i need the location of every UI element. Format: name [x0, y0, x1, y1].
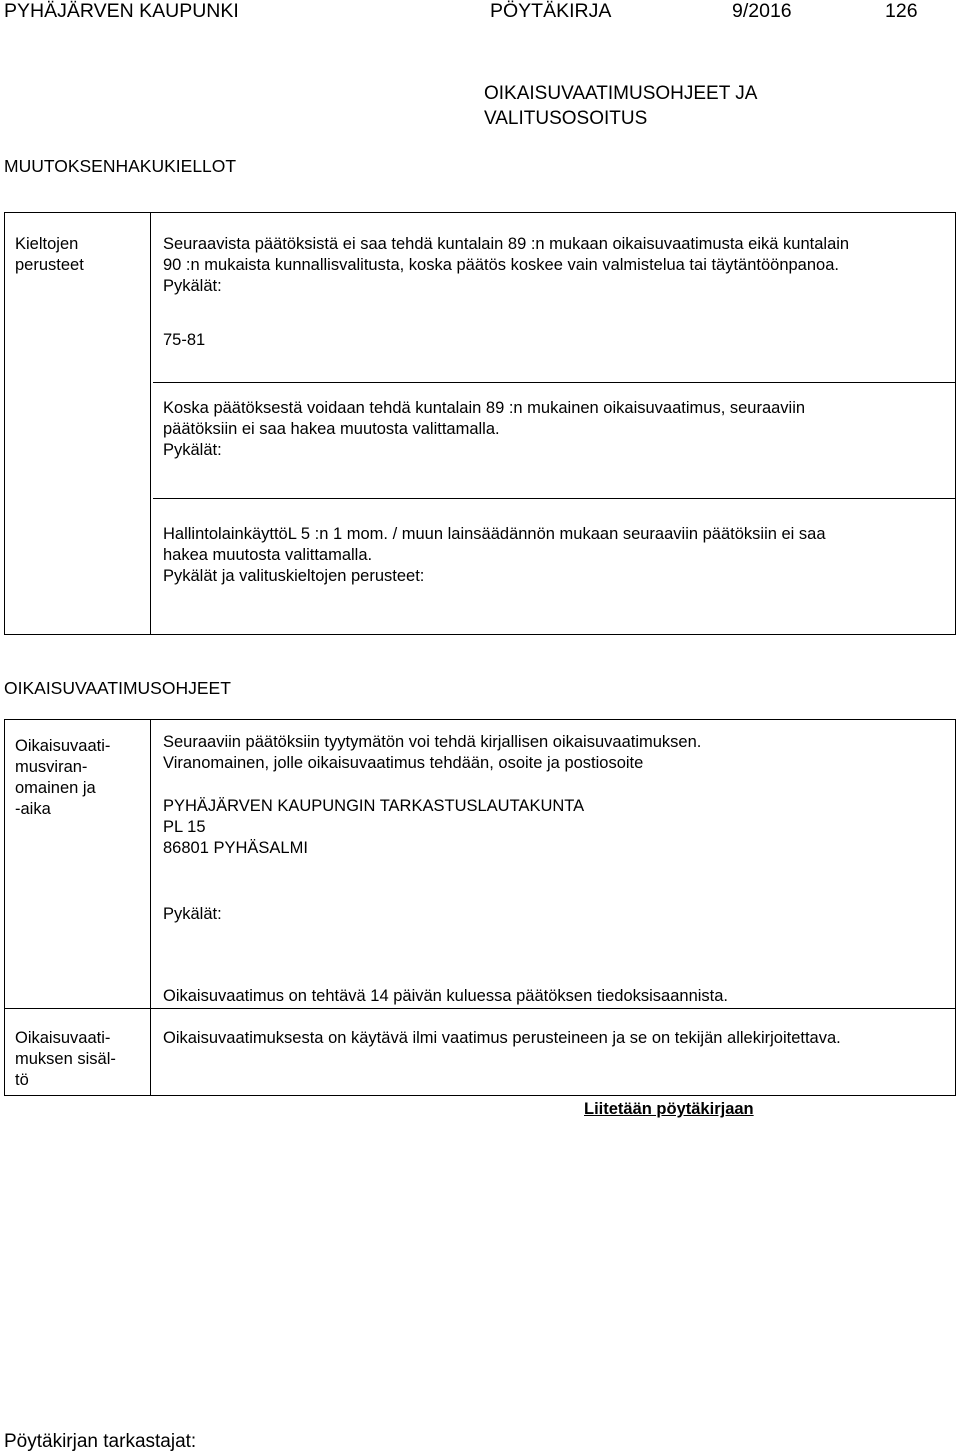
- label-line: muksen sisäl-: [15, 1050, 116, 1068]
- text-line: 90 :n mukaista kunnallisvalitusta, koska päätös koskee vain valmistelua tai täytäntöönpanoa.: [163, 256, 839, 274]
- address-line: PL 15: [163, 818, 206, 836]
- authority-address: [163, 796, 584, 859]
- deadline-text: Oikaisuvaatimus on tehtävä 14 päivän kuluessa päätöksen tiedoksisaannista.: [163, 987, 729, 1005]
- label-line: tö: [15, 1071, 29, 1089]
- administrative-law-text: [163, 524, 826, 587]
- content-requirements-text: Oikaisuvaatimuksesta on käytävä ilmi vaatimus perusteineen ja se on tekijän allekirjoitettava.: [163, 1029, 841, 1047]
- sections-value: 75-81: [163, 331, 206, 349]
- label-line: Oikaisuvaati-: [15, 737, 111, 755]
- sections-label: Pykälät:: [163, 905, 222, 923]
- section-heading-appeal-prohibitions: MUUTOKSENHAKUKIELLOT: [4, 156, 237, 176]
- content-label: [15, 1028, 116, 1091]
- minutes-reviewers-label: Pöytäkirjan tarkastajat:: [4, 1431, 197, 1452]
- text-line: Seuraaviin päätöksiin tyytymätön voi tehdä kirjallisen oikaisuvaatimuksen.: [163, 733, 702, 751]
- preparatory-decisions-text: [163, 234, 849, 297]
- row-divider: [153, 382, 955, 383]
- label-line: musviran-: [15, 758, 88, 776]
- document-type: PÖYTÄKIRJA: [490, 0, 612, 22]
- page-title-line-2: VALITUSOSOITUS: [484, 108, 648, 129]
- label-line: Oikaisuvaati-: [15, 1029, 111, 1047]
- attachment-note: Liitetään pöytäkirjaan: [584, 1100, 754, 1118]
- label-line: -aika: [15, 800, 51, 818]
- row-divider: [153, 498, 955, 499]
- sections-label: Pykälät:: [163, 441, 222, 459]
- label-line: omainen ja: [15, 779, 96, 797]
- rectification-decisions-text: [163, 398, 805, 461]
- authority-and-time-label: [15, 736, 110, 820]
- appeal-prohibitions-box: [4, 212, 956, 635]
- text-line: Seuraavista päätöksistä ei saa tehdä kuntalain 89 :n mukaan oikaisuvaatimusta eikä kuntalain: [163, 235, 850, 253]
- meeting-number: 9/2016: [732, 0, 792, 22]
- column-divider: [150, 720, 151, 1095]
- page-title-line-1: OIKAISUVAATIMUSOHJEET JA: [484, 83, 758, 104]
- row-divider: [5, 1008, 955, 1009]
- section-heading-rectification-instructions: OIKAISUVAATIMUSOHJEET: [4, 678, 231, 698]
- text-line: päätöksiin ei saa hakea muutosta valittamalla.: [163, 420, 500, 438]
- city-name: PYHÄJÄRVEN KAUPUNKI: [4, 0, 239, 22]
- column-divider: [150, 213, 151, 634]
- text-line: Viranomainen, jolle oikaisuvaatimus tehdään, osoite ja postiosoite: [163, 754, 644, 772]
- rectification-instructions-box: [4, 719, 956, 1096]
- label-line: Kieltojen: [15, 235, 79, 253]
- page-number: 126: [885, 0, 918, 22]
- rectification-intro-text: [163, 732, 701, 774]
- address-line: PYHÄJÄRVEN KAUPUNGIN TARKASTUSLAUTAKUNTA: [163, 797, 585, 815]
- text-line: HallintolainkäyttöL 5 :n 1 mom. / muun lainsäädännön mukaan seuraaviin päätöksiin ei saa: [163, 525, 826, 543]
- grounds-label: [15, 234, 84, 276]
- label-line: perusteet: [15, 256, 84, 274]
- text-line: Koska päätöksestä voidaan tehdä kuntalain 89 :n mukainen oikaisuvaatimus, seuraaviin: [163, 399, 806, 417]
- sections-label: Pykälät:: [163, 277, 222, 295]
- text-line: hakea muutosta valittamalla.: [163, 546, 373, 564]
- address-line: 86801 PYHÄSALMI: [163, 839, 308, 857]
- sections-label: Pykälät ja valituskieltojen perusteet:: [163, 567, 425, 585]
